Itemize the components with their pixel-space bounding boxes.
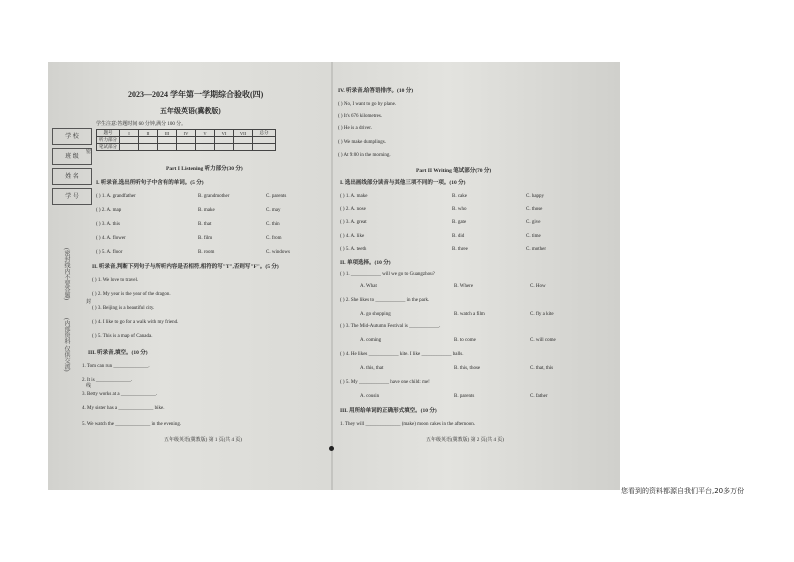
s5-item: ( ) 2. A. nose [340,207,366,212]
s3-heading: III. 听录音,填空。(10 分) [88,350,148,356]
s1-opt-c: C. parents [266,194,287,199]
score-header-cell: V [196,130,215,137]
s6-opt-c: C. will come [530,338,556,343]
seal-char-2: 封 [86,300,92,305]
s1-opt-b: B. film [198,236,213,241]
student-note: 学生注意:答题时间 60 分钟,满分 100 分。 [96,122,187,127]
s5-item: ( ) 4. A. like [340,234,365,239]
s3-item: 2. It is ______________. [82,378,133,383]
s1-opt-b: B. that [198,222,212,227]
s5-item: ( ) 3. A. great [340,220,367,225]
s6-opt-b: B. watch a film [454,312,485,317]
s3-item: 5. We watch the ______________ in the evening. [82,422,182,427]
s2-item: ( ) 2. My year is the year of the dragon. [92,292,171,297]
school-label: 学 校 [52,128,92,145]
s4-item: ( ) He is a driver. [338,126,372,131]
scanned-exam-paper [48,62,620,490]
s6-opt-b: B. this, those [454,366,481,371]
s5-opt-b: B. cake [452,194,467,199]
score-header-cell: 总分 [253,130,276,137]
s5-opt-c: C. time [526,234,541,239]
seal-char-1: 密 [86,150,92,155]
score-row-label: 听力部分 [97,137,120,144]
score-table [96,129,276,151]
s5-opt-c: C. mother [526,247,546,252]
s1-heading: I. 听录音,选出所听句子中含有的单词。(5 分) [96,180,204,186]
s1-opt-c: C. may [266,208,281,213]
s6-opt-a: A. What [360,284,377,289]
s2-item: ( ) 3. Beijing is a beautiful city. [92,306,155,311]
s1-opt-b: B. room [198,250,215,255]
part1-heading: Part I Listening 听力部分(30 分) [166,166,243,172]
score-header-cell: II [139,130,158,137]
punch-hole [329,446,334,451]
score-row-label: 笔试部分 [97,144,120,151]
s6-question: ( ) 4. He likes ____________ kite. I like ____________ balls. [340,352,464,357]
s3-item: 4. My sister has a ______________ bike. [82,406,165,411]
s6-opt-c: C. fly a kite [530,312,554,317]
s6-opt-b: B. parents [454,394,475,399]
s4-item: ( ) We make dumplings. [338,140,386,145]
name-label: 姓 名 [52,168,92,185]
right-footer: 五年级英语(冀教版) 第 2 页(共 4 页) [426,438,504,443]
center-fold [331,62,333,490]
s1-opt-b: B. grandmother [198,194,230,199]
seal-note: (密封线内不要答题) [63,248,69,300]
s4-heading: IV. 听录音,给答语排序。(10 分) [338,88,414,94]
s6-opt-c: C. father [530,394,548,399]
s6-opt-b: B. Where [454,284,474,289]
s2-item: ( ) 5. This is a map of Canada. [92,334,153,339]
s1-item: ( ) 1. A. grandfather [96,194,136,199]
score-header-cell: VI [215,130,234,137]
s2-item: ( ) 4. I like to go for a walk with my friend. [92,320,179,325]
score-row-listening [97,137,276,144]
s5-opt-b: B. gate [452,220,467,225]
score-header-row [97,130,276,137]
s4-item: ( ) It's 676 kilometres. [338,114,383,119]
s1-opt-c: C. windows [266,250,290,255]
s5-opt-c: C. happy [526,194,545,199]
score-header-cell: I [120,130,139,137]
s3-item: 3. Betty works at a ______________. [82,392,158,397]
s2-heading: II. 听录音,判断下列句子与所听内容是否相符,相符的写"T",否则写"F"。(5 分) [92,264,279,270]
s6-question: ( ) 5. My ____________ have one child: me! [340,380,430,385]
s1-opt-c: C. thin [266,222,280,227]
s5-opt-c: C. give [526,220,541,225]
s6-opt-a: A. coming [360,338,382,343]
s1-opt-c: C. from [266,236,282,241]
s6-opt-a: A. this, that [360,366,384,371]
s6-question: ( ) 3. The Mid-Autumn Festival is ____________. [340,324,441,329]
s1-item: ( ) 4. A. flower [96,236,126,241]
s7-heading: III. 用所给单词的正确形式填空。(10 分) [340,408,437,414]
s1-item: ( ) 3. A. this [96,222,120,227]
s6-heading: II. 单项选择。(10 分) [340,260,391,266]
score-header-cell: IV [177,130,196,137]
seal-char-3: 线 [86,384,92,389]
score-row-writing [97,144,276,151]
s3-item: 1. Tom can run ______________. [82,364,150,369]
s5-heading: I. 选出画线部分读音与其他三项不同的一项。(10 分) [340,180,466,186]
s5-item: ( ) 5. A. teeth [340,247,367,252]
s1-item: ( ) 2. A. map [96,208,122,213]
s5-opt-b: B. did [452,234,465,239]
left-footer: 五年级英语(冀教版) 第 1 页(共 4 页) [164,438,242,443]
s6-question: ( ) 2. She likes to ____________ in the park. [340,298,430,303]
class-label: 班 级 [52,148,92,165]
exam-title: 2023—2024 学年第一学期综合验收(四) [128,90,264,99]
s6-opt-b: B. to come [454,338,476,343]
internal-note: (内部资料 仅供交流) [63,318,69,372]
s6-opt-a: A. go shopping [360,312,391,317]
student-id-label: 学 号 [52,188,92,205]
s6-opt-a: A. cousin [360,394,380,399]
s1-opt-b: B. make [198,208,215,213]
s4-item: ( ) No, I want to go by plane. [338,102,397,107]
s1-item: ( ) 5. A. floor [96,250,123,255]
exam-subtitle: 五年级英语(冀教版) [160,107,221,115]
part2-heading: Part II Writing 笔试部分(70 分) [416,168,492,174]
s4-item: ( ) At 9:00 in the morning. [338,153,391,158]
s5-opt-b: B. three [452,247,468,252]
s2-item: ( ) 1. We love to travel. [92,278,139,283]
s6-question: ( ) 1. ____________ will we go to Guangzhou? [340,272,435,277]
s7-item: 1. They will ______________ (make) moon cakes in the afternoon. [340,422,476,427]
watermark-text: 您看到的资料都源自我们平台,20多万份 [621,487,745,495]
s6-opt-c: C. How [530,284,546,289]
s5-item: ( ) 1. A. make [340,194,368,199]
score-header-cell: III [158,130,177,137]
s6-opt-c: C. that, this [530,366,554,371]
s5-opt-c: C. those [526,207,543,212]
s5-opt-b: B. who [452,207,467,212]
score-header-cell: VII [234,130,253,137]
score-header-cell: 题号 [97,130,120,137]
